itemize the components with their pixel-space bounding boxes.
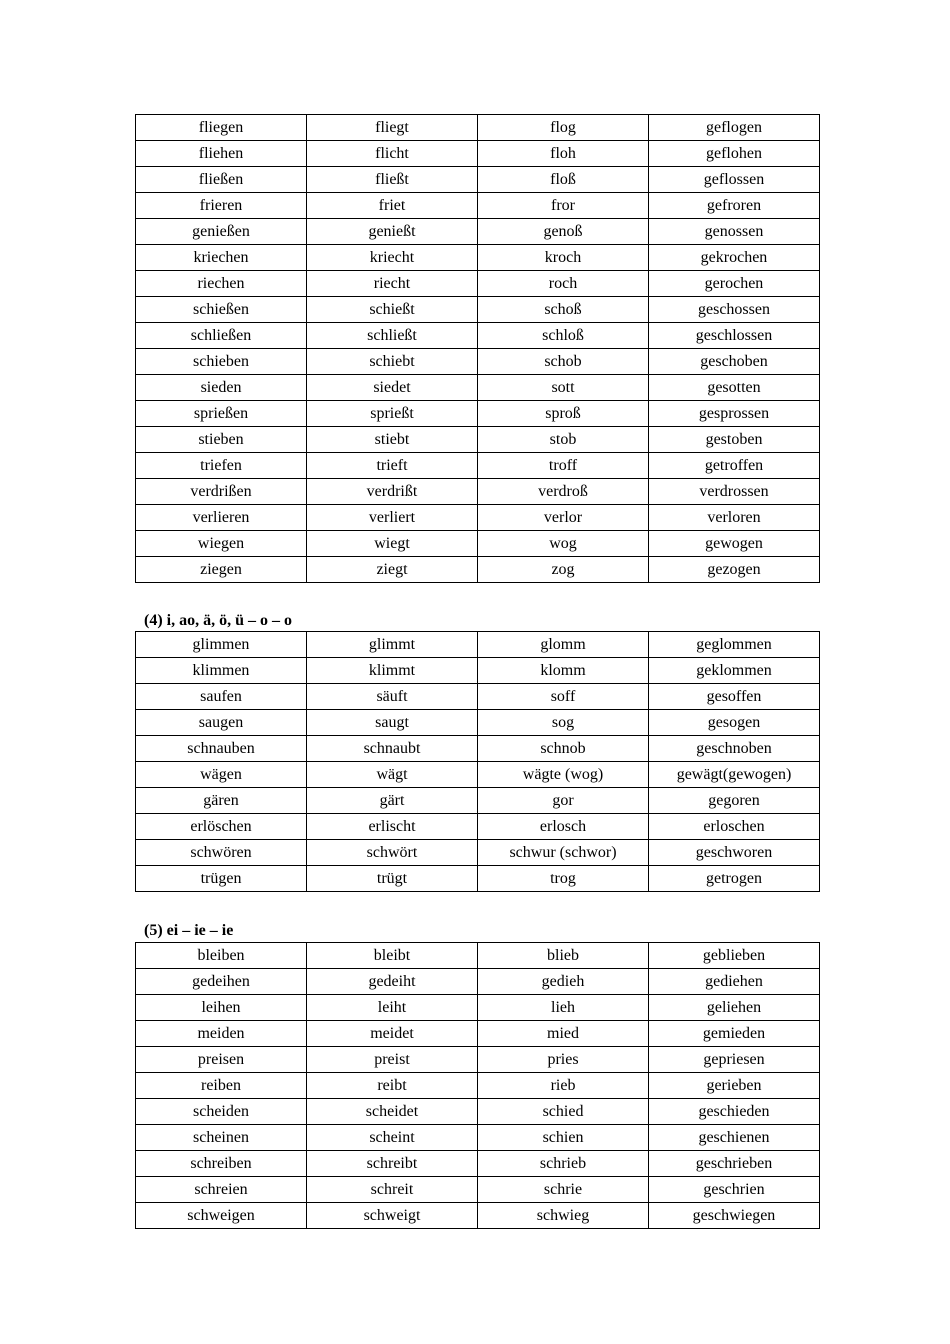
past-participle-cell: geschossen xyxy=(649,297,820,323)
infinitive-cell: glimmen xyxy=(136,632,307,658)
infinitive-cell: scheiden xyxy=(136,1099,307,1125)
present-3sg-cell: stiebt xyxy=(307,427,478,453)
preterite-cell: zog xyxy=(478,557,649,583)
present-3sg-cell: siedet xyxy=(307,375,478,401)
table-row xyxy=(136,943,820,969)
preterite-cell: soff xyxy=(478,684,649,710)
preterite-cell: schwur (schwor) xyxy=(478,840,649,866)
preterite-cell: schied xyxy=(478,1099,649,1125)
table-row xyxy=(136,167,820,193)
infinitive-cell: reiben xyxy=(136,1073,307,1099)
preterite-cell: stob xyxy=(478,427,649,453)
past-participle-cell: gemieden xyxy=(649,1021,820,1047)
present-3sg-cell: flicht xyxy=(307,141,478,167)
verb-table-body xyxy=(136,115,820,583)
past-participle-cell: gepriesen xyxy=(649,1047,820,1073)
infinitive-cell: erlöschen xyxy=(136,814,307,840)
present-3sg-cell: fließt xyxy=(307,167,478,193)
infinitive-cell: stieben xyxy=(136,427,307,453)
infinitive-cell: fliehen xyxy=(136,141,307,167)
present-3sg-cell: verdrißt xyxy=(307,479,478,505)
table-row xyxy=(136,658,820,684)
preterite-cell: trog xyxy=(478,866,649,892)
table-row xyxy=(136,115,820,141)
present-3sg-cell: scheint xyxy=(307,1125,478,1151)
present-3sg-cell: schiebt xyxy=(307,349,478,375)
present-3sg-cell: trieft xyxy=(307,453,478,479)
preterite-cell: roch xyxy=(478,271,649,297)
past-participle-cell: geschrien xyxy=(649,1177,820,1203)
present-3sg-cell: schweigt xyxy=(307,1203,478,1229)
present-3sg-cell: gärt xyxy=(307,788,478,814)
infinitive-cell: scheinen xyxy=(136,1125,307,1151)
present-3sg-cell: schnaubt xyxy=(307,736,478,762)
infinitive-cell: kriechen xyxy=(136,245,307,271)
infinitive-cell: wägen xyxy=(136,762,307,788)
present-3sg-cell: friet xyxy=(307,193,478,219)
verb-table-body xyxy=(136,943,820,1229)
section-heading-4: (4) i, ao, ä, ö, ü – o – o xyxy=(144,612,292,629)
table-row xyxy=(136,1203,820,1229)
table-row xyxy=(136,453,820,479)
table-row xyxy=(136,323,820,349)
table-row xyxy=(136,427,820,453)
past-participle-cell: geblieben xyxy=(649,943,820,969)
infinitive-cell: saufen xyxy=(136,684,307,710)
present-3sg-cell: meidet xyxy=(307,1021,478,1047)
table-row xyxy=(136,1021,820,1047)
past-participle-cell: gestoben xyxy=(649,427,820,453)
preterite-cell: genoß xyxy=(478,219,649,245)
past-participle-cell: gewägt(gewogen) xyxy=(649,762,820,788)
infinitive-cell: preisen xyxy=(136,1047,307,1073)
infinitive-cell: schreiben xyxy=(136,1151,307,1177)
table-row xyxy=(136,1099,820,1125)
present-3sg-cell: fliegt xyxy=(307,115,478,141)
table-row xyxy=(136,969,820,995)
infinitive-cell: genießen xyxy=(136,219,307,245)
table-row xyxy=(136,219,820,245)
past-participle-cell: geschworen xyxy=(649,840,820,866)
past-participle-cell: gerieben xyxy=(649,1073,820,1099)
table-row xyxy=(136,995,820,1021)
preterite-cell: erlosch xyxy=(478,814,649,840)
present-3sg-cell: klimmt xyxy=(307,658,478,684)
table-row xyxy=(136,349,820,375)
table-row xyxy=(136,141,820,167)
past-participle-cell: geschoben xyxy=(649,349,820,375)
preterite-cell: mied xyxy=(478,1021,649,1047)
present-3sg-cell: wiegt xyxy=(307,531,478,557)
present-3sg-cell: gedeiht xyxy=(307,969,478,995)
table-row xyxy=(136,1151,820,1177)
past-participle-cell: getroffen xyxy=(649,453,820,479)
past-participle-cell: geklommen xyxy=(649,658,820,684)
table-row xyxy=(136,1047,820,1073)
present-3sg-cell: wägt xyxy=(307,762,478,788)
past-participle-cell: gefroren xyxy=(649,193,820,219)
past-participle-cell: gesoffen xyxy=(649,684,820,710)
verb-table-ei-ie-ie xyxy=(135,942,820,1229)
present-3sg-cell: saugt xyxy=(307,710,478,736)
preterite-cell: pries xyxy=(478,1047,649,1073)
infinitive-cell: gedeihen xyxy=(136,969,307,995)
past-participle-cell: geschnoben xyxy=(649,736,820,762)
preterite-cell: sog xyxy=(478,710,649,736)
verb-table-ie-o-o xyxy=(135,114,820,583)
table-row xyxy=(136,736,820,762)
preterite-cell: gor xyxy=(478,788,649,814)
preterite-cell: sproß xyxy=(478,401,649,427)
preterite-cell: wog xyxy=(478,531,649,557)
table-row xyxy=(136,762,820,788)
table-row xyxy=(136,840,820,866)
preterite-cell: schien xyxy=(478,1125,649,1151)
present-3sg-cell: preist xyxy=(307,1047,478,1073)
preterite-cell: lieh xyxy=(478,995,649,1021)
present-3sg-cell: riecht xyxy=(307,271,478,297)
past-participle-cell: geflogen xyxy=(649,115,820,141)
infinitive-cell: gären xyxy=(136,788,307,814)
past-participle-cell: getrogen xyxy=(649,866,820,892)
table-row xyxy=(136,1125,820,1151)
past-participle-cell: geschwiegen xyxy=(649,1203,820,1229)
past-participle-cell: geschienen xyxy=(649,1125,820,1151)
past-participle-cell: verloren xyxy=(649,505,820,531)
table-row xyxy=(136,193,820,219)
infinitive-cell: verlieren xyxy=(136,505,307,531)
table-row xyxy=(136,710,820,736)
present-3sg-cell: schießt xyxy=(307,297,478,323)
infinitive-cell: fliegen xyxy=(136,115,307,141)
preterite-cell: flog xyxy=(478,115,649,141)
present-3sg-cell: trügt xyxy=(307,866,478,892)
present-3sg-cell: leiht xyxy=(307,995,478,1021)
preterite-cell: kroch xyxy=(478,245,649,271)
preterite-cell: schwieg xyxy=(478,1203,649,1229)
present-3sg-cell: säuft xyxy=(307,684,478,710)
infinitive-cell: trügen xyxy=(136,866,307,892)
infinitive-cell: schießen xyxy=(136,297,307,323)
table-row xyxy=(136,271,820,297)
table-row xyxy=(136,1073,820,1099)
preterite-cell: blieb xyxy=(478,943,649,969)
infinitive-cell: ziegen xyxy=(136,557,307,583)
present-3sg-cell: erlischt xyxy=(307,814,478,840)
present-3sg-cell: genießt xyxy=(307,219,478,245)
past-participle-cell: gegoren xyxy=(649,788,820,814)
table-row xyxy=(136,1177,820,1203)
preterite-cell: floß xyxy=(478,167,649,193)
section-heading-5: (5) ei – ie – ie xyxy=(144,922,234,939)
preterite-cell: schnob xyxy=(478,736,649,762)
infinitive-cell: leihen xyxy=(136,995,307,1021)
preterite-cell: verdroß xyxy=(478,479,649,505)
table-row xyxy=(136,375,820,401)
infinitive-cell: verdrißen xyxy=(136,479,307,505)
preterite-cell: wägte (wog) xyxy=(478,762,649,788)
table-row xyxy=(136,297,820,323)
infinitive-cell: riechen xyxy=(136,271,307,297)
past-participle-cell: geflossen xyxy=(649,167,820,193)
preterite-cell: sott xyxy=(478,375,649,401)
past-participle-cell: geschlossen xyxy=(649,323,820,349)
table-row xyxy=(136,479,820,505)
preterite-cell: troff xyxy=(478,453,649,479)
preterite-cell: klomm xyxy=(478,658,649,684)
preterite-cell: floh xyxy=(478,141,649,167)
table-row xyxy=(136,531,820,557)
table-row xyxy=(136,505,820,531)
infinitive-cell: saugen xyxy=(136,710,307,736)
infinitive-cell: schnauben xyxy=(136,736,307,762)
past-participle-cell: gediehen xyxy=(649,969,820,995)
past-participle-cell: verdrossen xyxy=(649,479,820,505)
present-3sg-cell: schreibt xyxy=(307,1151,478,1177)
table-row xyxy=(136,684,820,710)
infinitive-cell: sprießen xyxy=(136,401,307,427)
infinitive-cell: schieben xyxy=(136,349,307,375)
past-participle-cell: geflohen xyxy=(649,141,820,167)
present-3sg-cell: sprießt xyxy=(307,401,478,427)
present-3sg-cell: schreit xyxy=(307,1177,478,1203)
present-3sg-cell: ziegt xyxy=(307,557,478,583)
table-row xyxy=(136,814,820,840)
present-3sg-cell: bleibt xyxy=(307,943,478,969)
verb-table-i-ao-a-o-u-o-o xyxy=(135,631,820,892)
present-3sg-cell: schwört xyxy=(307,840,478,866)
infinitive-cell: schwören xyxy=(136,840,307,866)
infinitive-cell: schreien xyxy=(136,1177,307,1203)
present-3sg-cell: glimmt xyxy=(307,632,478,658)
verb-table-body xyxy=(136,632,820,892)
past-participle-cell: gesprossen xyxy=(649,401,820,427)
infinitive-cell: schweigen xyxy=(136,1203,307,1229)
past-participle-cell: gekrochen xyxy=(649,245,820,271)
preterite-cell: schloß xyxy=(478,323,649,349)
preterite-cell: glomm xyxy=(478,632,649,658)
table-row xyxy=(136,245,820,271)
past-participle-cell: erloschen xyxy=(649,814,820,840)
present-3sg-cell: kriecht xyxy=(307,245,478,271)
past-participle-cell: geliehen xyxy=(649,995,820,1021)
infinitive-cell: fließen xyxy=(136,167,307,193)
infinitive-cell: klimmen xyxy=(136,658,307,684)
present-3sg-cell: verliert xyxy=(307,505,478,531)
preterite-cell: fror xyxy=(478,193,649,219)
preterite-cell: verlor xyxy=(478,505,649,531)
preterite-cell: gedieh xyxy=(478,969,649,995)
table-row xyxy=(136,866,820,892)
preterite-cell: schob xyxy=(478,349,649,375)
infinitive-cell: triefen xyxy=(136,453,307,479)
past-participle-cell: genossen xyxy=(649,219,820,245)
present-3sg-cell: schließt xyxy=(307,323,478,349)
infinitive-cell: schließen xyxy=(136,323,307,349)
present-3sg-cell: reibt xyxy=(307,1073,478,1099)
table-row xyxy=(136,788,820,814)
infinitive-cell: sieden xyxy=(136,375,307,401)
past-participle-cell: gewogen xyxy=(649,531,820,557)
table-row xyxy=(136,401,820,427)
preterite-cell: schoß xyxy=(478,297,649,323)
table-row xyxy=(136,632,820,658)
infinitive-cell: wiegen xyxy=(136,531,307,557)
past-participle-cell: geschrieben xyxy=(649,1151,820,1177)
table-row xyxy=(136,557,820,583)
present-3sg-cell: scheidet xyxy=(307,1099,478,1125)
past-participle-cell: gesogen xyxy=(649,710,820,736)
past-participle-cell: geglommen xyxy=(649,632,820,658)
infinitive-cell: meiden xyxy=(136,1021,307,1047)
past-participle-cell: gesotten xyxy=(649,375,820,401)
preterite-cell: rieb xyxy=(478,1073,649,1099)
infinitive-cell: frieren xyxy=(136,193,307,219)
past-participle-cell: geschieden xyxy=(649,1099,820,1125)
infinitive-cell: bleiben xyxy=(136,943,307,969)
preterite-cell: schrieb xyxy=(478,1151,649,1177)
past-participle-cell: gerochen xyxy=(649,271,820,297)
preterite-cell: schrie xyxy=(478,1177,649,1203)
past-participle-cell: gezogen xyxy=(649,557,820,583)
